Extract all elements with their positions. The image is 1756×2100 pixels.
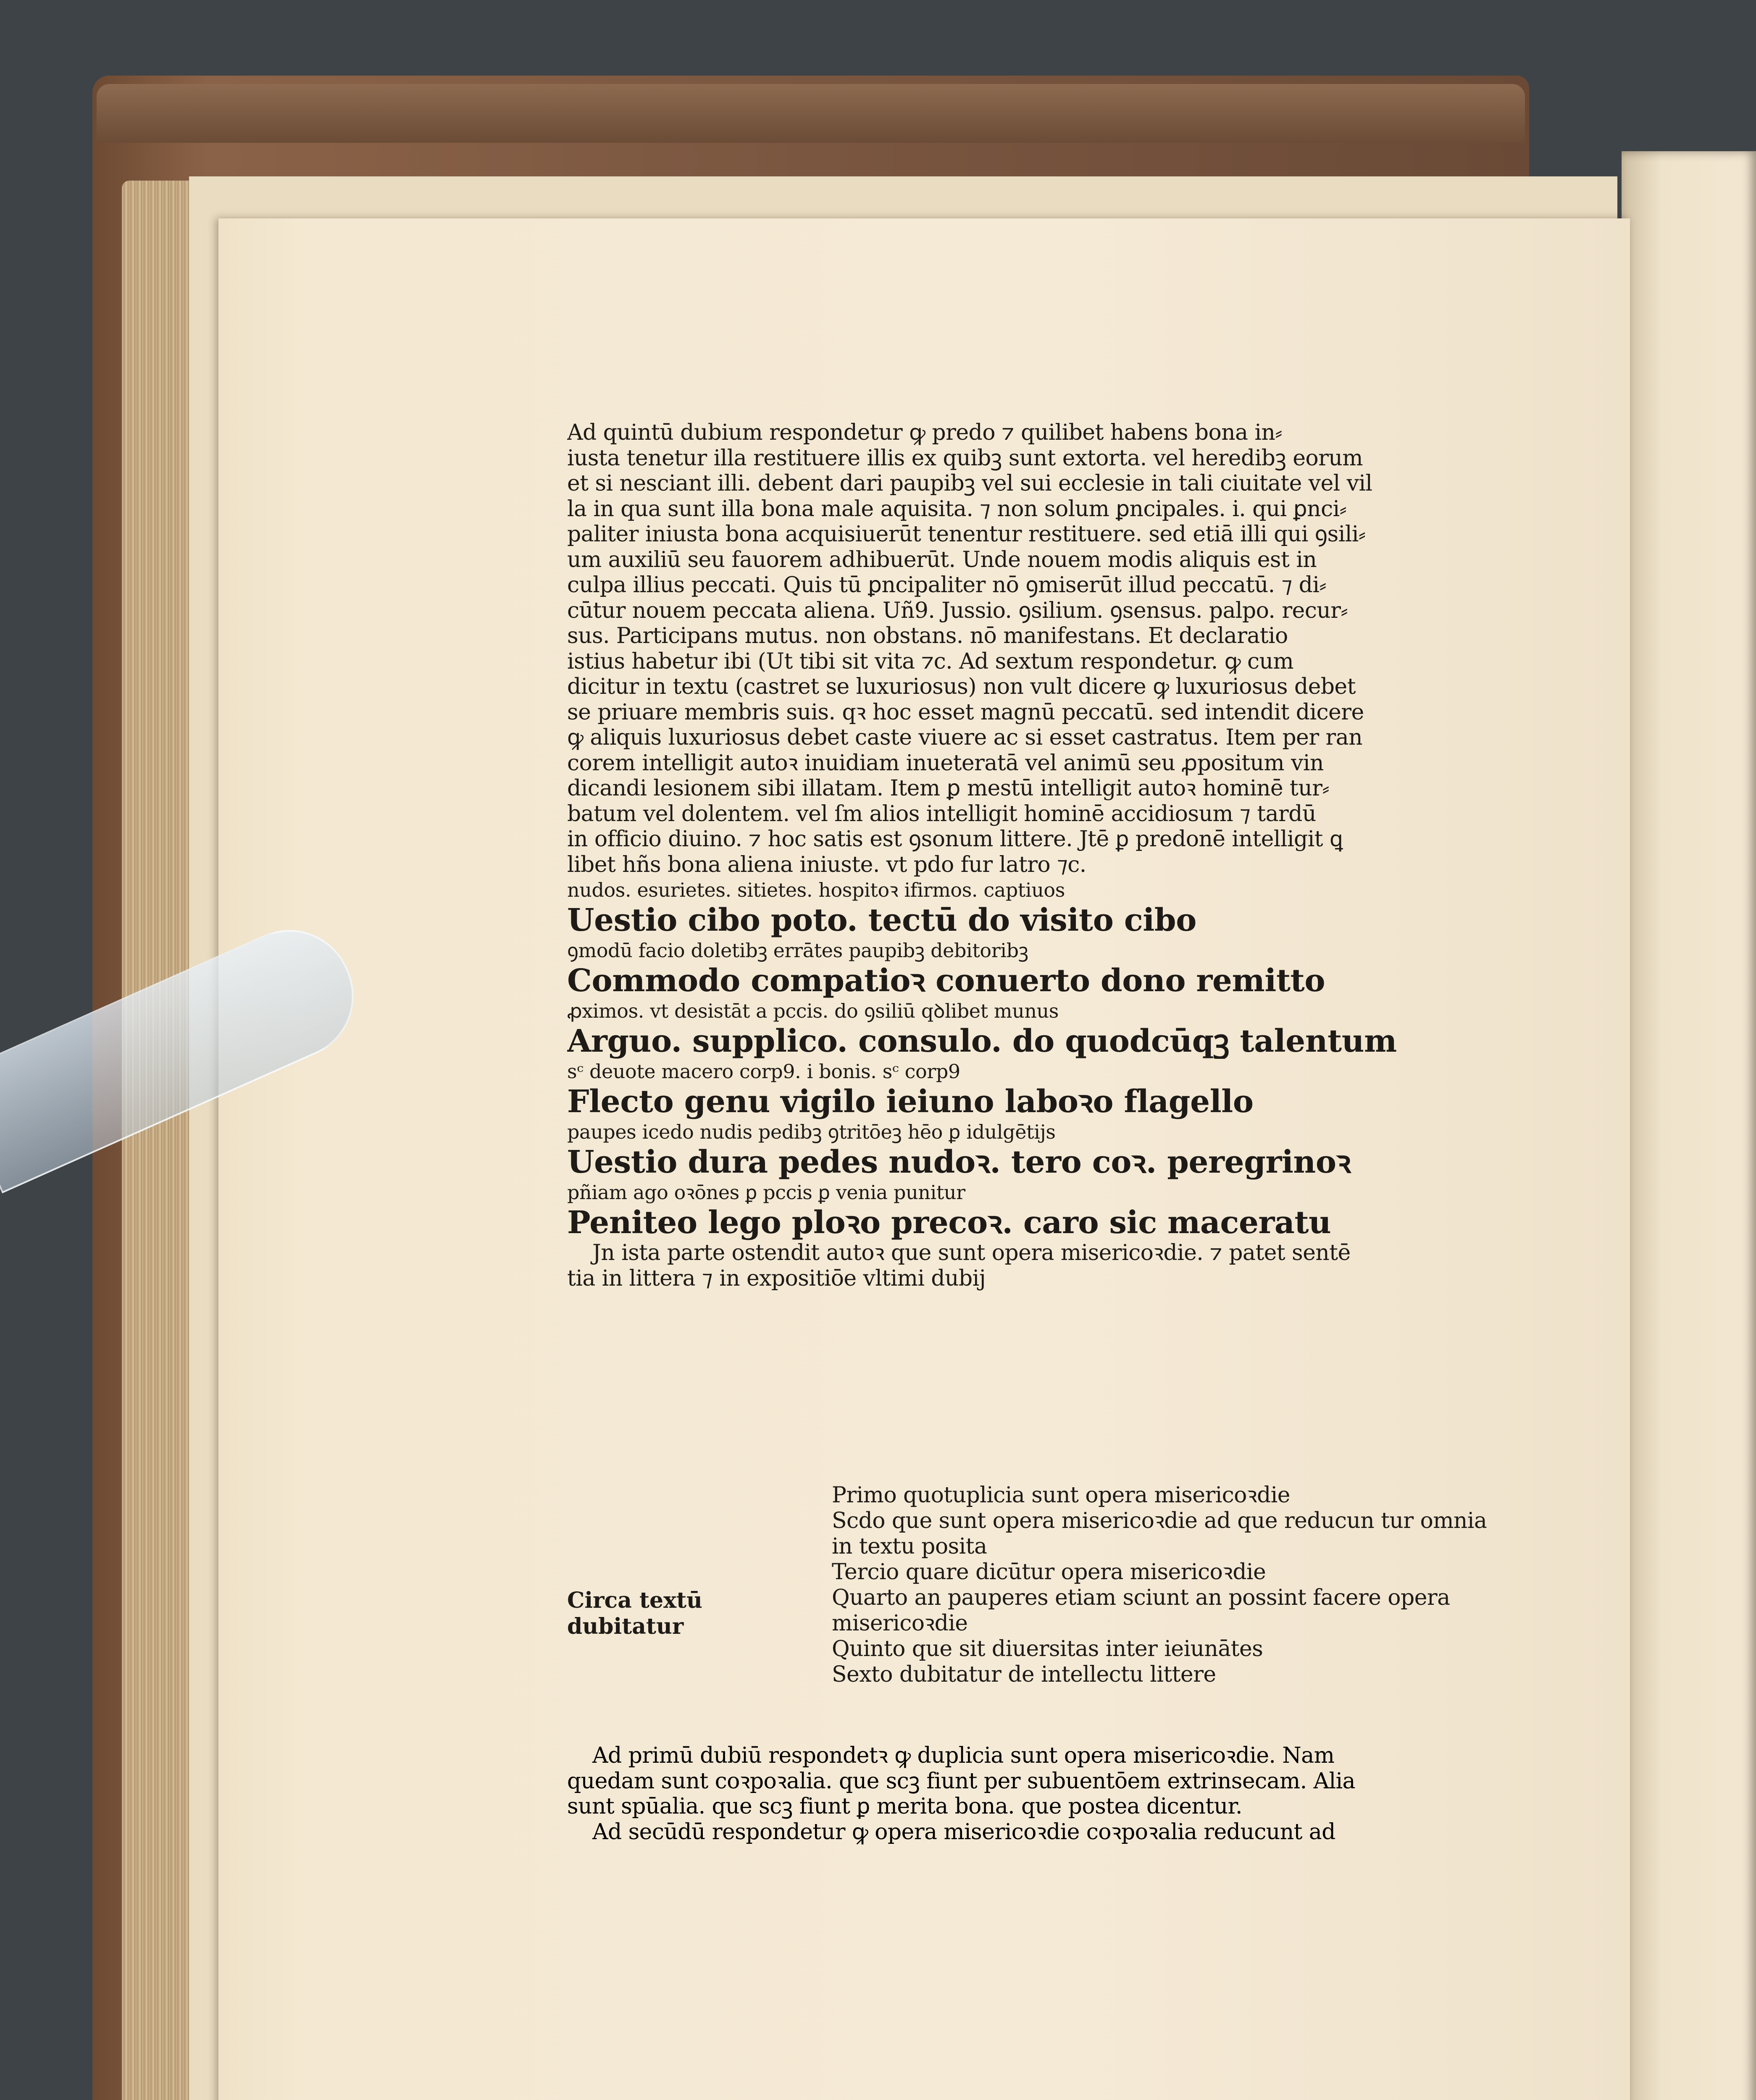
intro-line: tia in littera ⁊ in expositiōe vltimi dubij <box>567 1265 986 1291</box>
text-line: dicitur in textu (castret se luxuriosus) non vult dicere ꝙ luxuriosus debet <box>567 674 1356 699</box>
text-line: corem intelligit autoꝛ inuidiam inueteratā vel animū seu ꝓpositum vin <box>567 750 1324 776</box>
verse-line: Commodo compatioꝛ conuerto dono remitto <box>567 963 1325 998</box>
closing-text-block <box>567 1743 1500 1845</box>
interlinear-gloss: sᶜ deuote macero corp9. i bonis. sᶜ corp9 <box>567 1060 960 1083</box>
text-line: et si nesciant illi. debent dari paupibꝫ vel sui ecclesie in tali ciuitate vel vil <box>567 471 1372 496</box>
interlinear-gloss: pñiam ago oꝛōnes ꝑ pccis ꝑ venia punitur <box>567 1181 965 1204</box>
main-text-block <box>567 420 1500 1291</box>
text-line: dicandi lesionem sibi illatam. Item ꝑ mestū intelligit autoꝛ hominē tur⸗ <box>567 776 1330 801</box>
interlinear-gloss: ꝓximos. vt desistāt a pccis. do ꝯsiliū qꝺlibet munus <box>567 1000 1059 1022</box>
text-line: sunt spūalia. que scꝫ fiunt ꝑ merita bona. que postea dicentur. <box>567 1794 1242 1819</box>
outline-item: Primo quotuplicia sunt opera misericoꝛdie <box>832 1483 1290 1508</box>
text-line: cūtur nouem peccata aliena. Uñ9. Jussio. ꝯsilium. ꝯsensus. palpo. recur⸗ <box>567 598 1348 623</box>
book-cover-top-edge <box>97 84 1525 143</box>
text-line: batum vel dolentem. vel ſm alios intelligit hominē accidiosum ⁊ tardū <box>567 801 1316 827</box>
text-line: se priuare membris suis. qꝛ hoc esset magnū peccatū. sed intendit dicere <box>567 699 1364 725</box>
outline-item: Sexto dubitatur de intellectu littere <box>832 1662 1216 1687</box>
text-line: istius habetur ibi (Ut tibi sit vita ⁊c. Ad sextum respondetur. ꝙ cum <box>567 648 1294 674</box>
text-line: libet hñs bona aliena iniuste. vt pdo fur latro ⁊c. <box>567 852 1086 877</box>
verse-line: Uestio dura pedes nudoꝛ. tero coꝛ. peregrinoꝛ <box>567 1144 1351 1180</box>
text-line: la in qua sunt illa bona male aquisita. ⁊ non solum ꝑncipales. i. qui ꝑnci⸗ <box>567 496 1347 522</box>
text-line: in officio diuino. ⁊ hoc satis est ꝯsonum littere. Jtē ꝑ predonē intelligit ꝗ <box>567 827 1343 852</box>
outline-item: Scdo que sunt opera misericoꝛdie ad que reducun tur omnia in textu posita <box>832 1508 1487 1559</box>
outline-list <box>832 1483 1500 1688</box>
interlinear-gloss: ꝯmodū facio doletibꝫ errātes paupibꝫ debitoribꝫ <box>567 939 1028 962</box>
outline-item: Quinto que sit diuersitas inter ieiunātes <box>832 1636 1263 1662</box>
text-line: Ad quintū dubium respondetur ꝙ predo ⁊ quilibet habens bona in⸗ <box>567 420 1283 445</box>
outline-item: Tercio quare dicūtur opera misericoꝛdie <box>832 1559 1266 1585</box>
verse-line: Peniteo lego ploꝛo precoꝛ. caro sic maceratu <box>567 1205 1331 1240</box>
intro-line: Jn ista parte ostendit autoꝛ que sunt opera misericoꝛdie. ⁊ patet sentē <box>592 1240 1351 1265</box>
verse-line: Uestio cibo poto. tectū do visito cibo <box>567 903 1196 938</box>
outline-item: Quarto an pauperes etiam sciunt an possint facere opera misericoꝛdie <box>832 1585 1450 1636</box>
verse-line: Arguo. supplico. consulo. do quodcūqꝫ talentum <box>567 1024 1397 1059</box>
interlinear-gloss: nudos. esurietes. sitietes. hospitoꝛ ifirmos. captiuos <box>567 879 1065 901</box>
text-line: um auxiliū seu fauorem adhibuerūt. Unde nouem modis aliquis est in <box>567 547 1317 572</box>
text-line: iusta tenetur illa restituere illis ex quibꝫ sunt extorta. vel heredibꝫ eorum <box>567 445 1363 471</box>
text-line: ꝙ aliquis luxuriosus debet caste viuere ac si esset castratus. Item per ran <box>567 725 1362 750</box>
dubia-outline <box>567 1483 1500 1726</box>
text-line: sus. Participans mutus. non obstans. nō manifestans. Et declaratio <box>567 623 1288 648</box>
interlinear-gloss: paupes icedo nudis pedibꝫ ꝯtritōeꝫ hēo ꝑ idulgētijs <box>567 1121 1056 1143</box>
facing-page-edge <box>1622 151 1756 2100</box>
text-line: Ad secūdū respondetur ꝙ opera misericoꝛdie coꝛpoꝛalia reducunt ad <box>592 1819 1335 1845</box>
text-line: quedam sunt coꝛpoꝛalia. que scꝫ fiunt per subuentōem extrinsecam. Alia <box>567 1768 1355 1794</box>
text-line: Ad primū dubiū respondetꝛ ꝙ duplicia sunt opera misericoꝛdie. Nam <box>592 1743 1335 1768</box>
outline-label: Circa textū dubitatur <box>567 1588 702 1639</box>
text-line: culpa illius peccati. Quis tū ꝑncipaliter nō ꝯmiserūt illud peccatū. ⁊ di⸗ <box>567 572 1327 598</box>
text-line: paliter iniusta bona acquisiuerūt tenentur restituere. sed etiā illi qui ꝯsili⸗ <box>567 522 1366 547</box>
verse-line: Flecto genu vigilo ieiuno laboꝛo flagello <box>567 1084 1254 1119</box>
